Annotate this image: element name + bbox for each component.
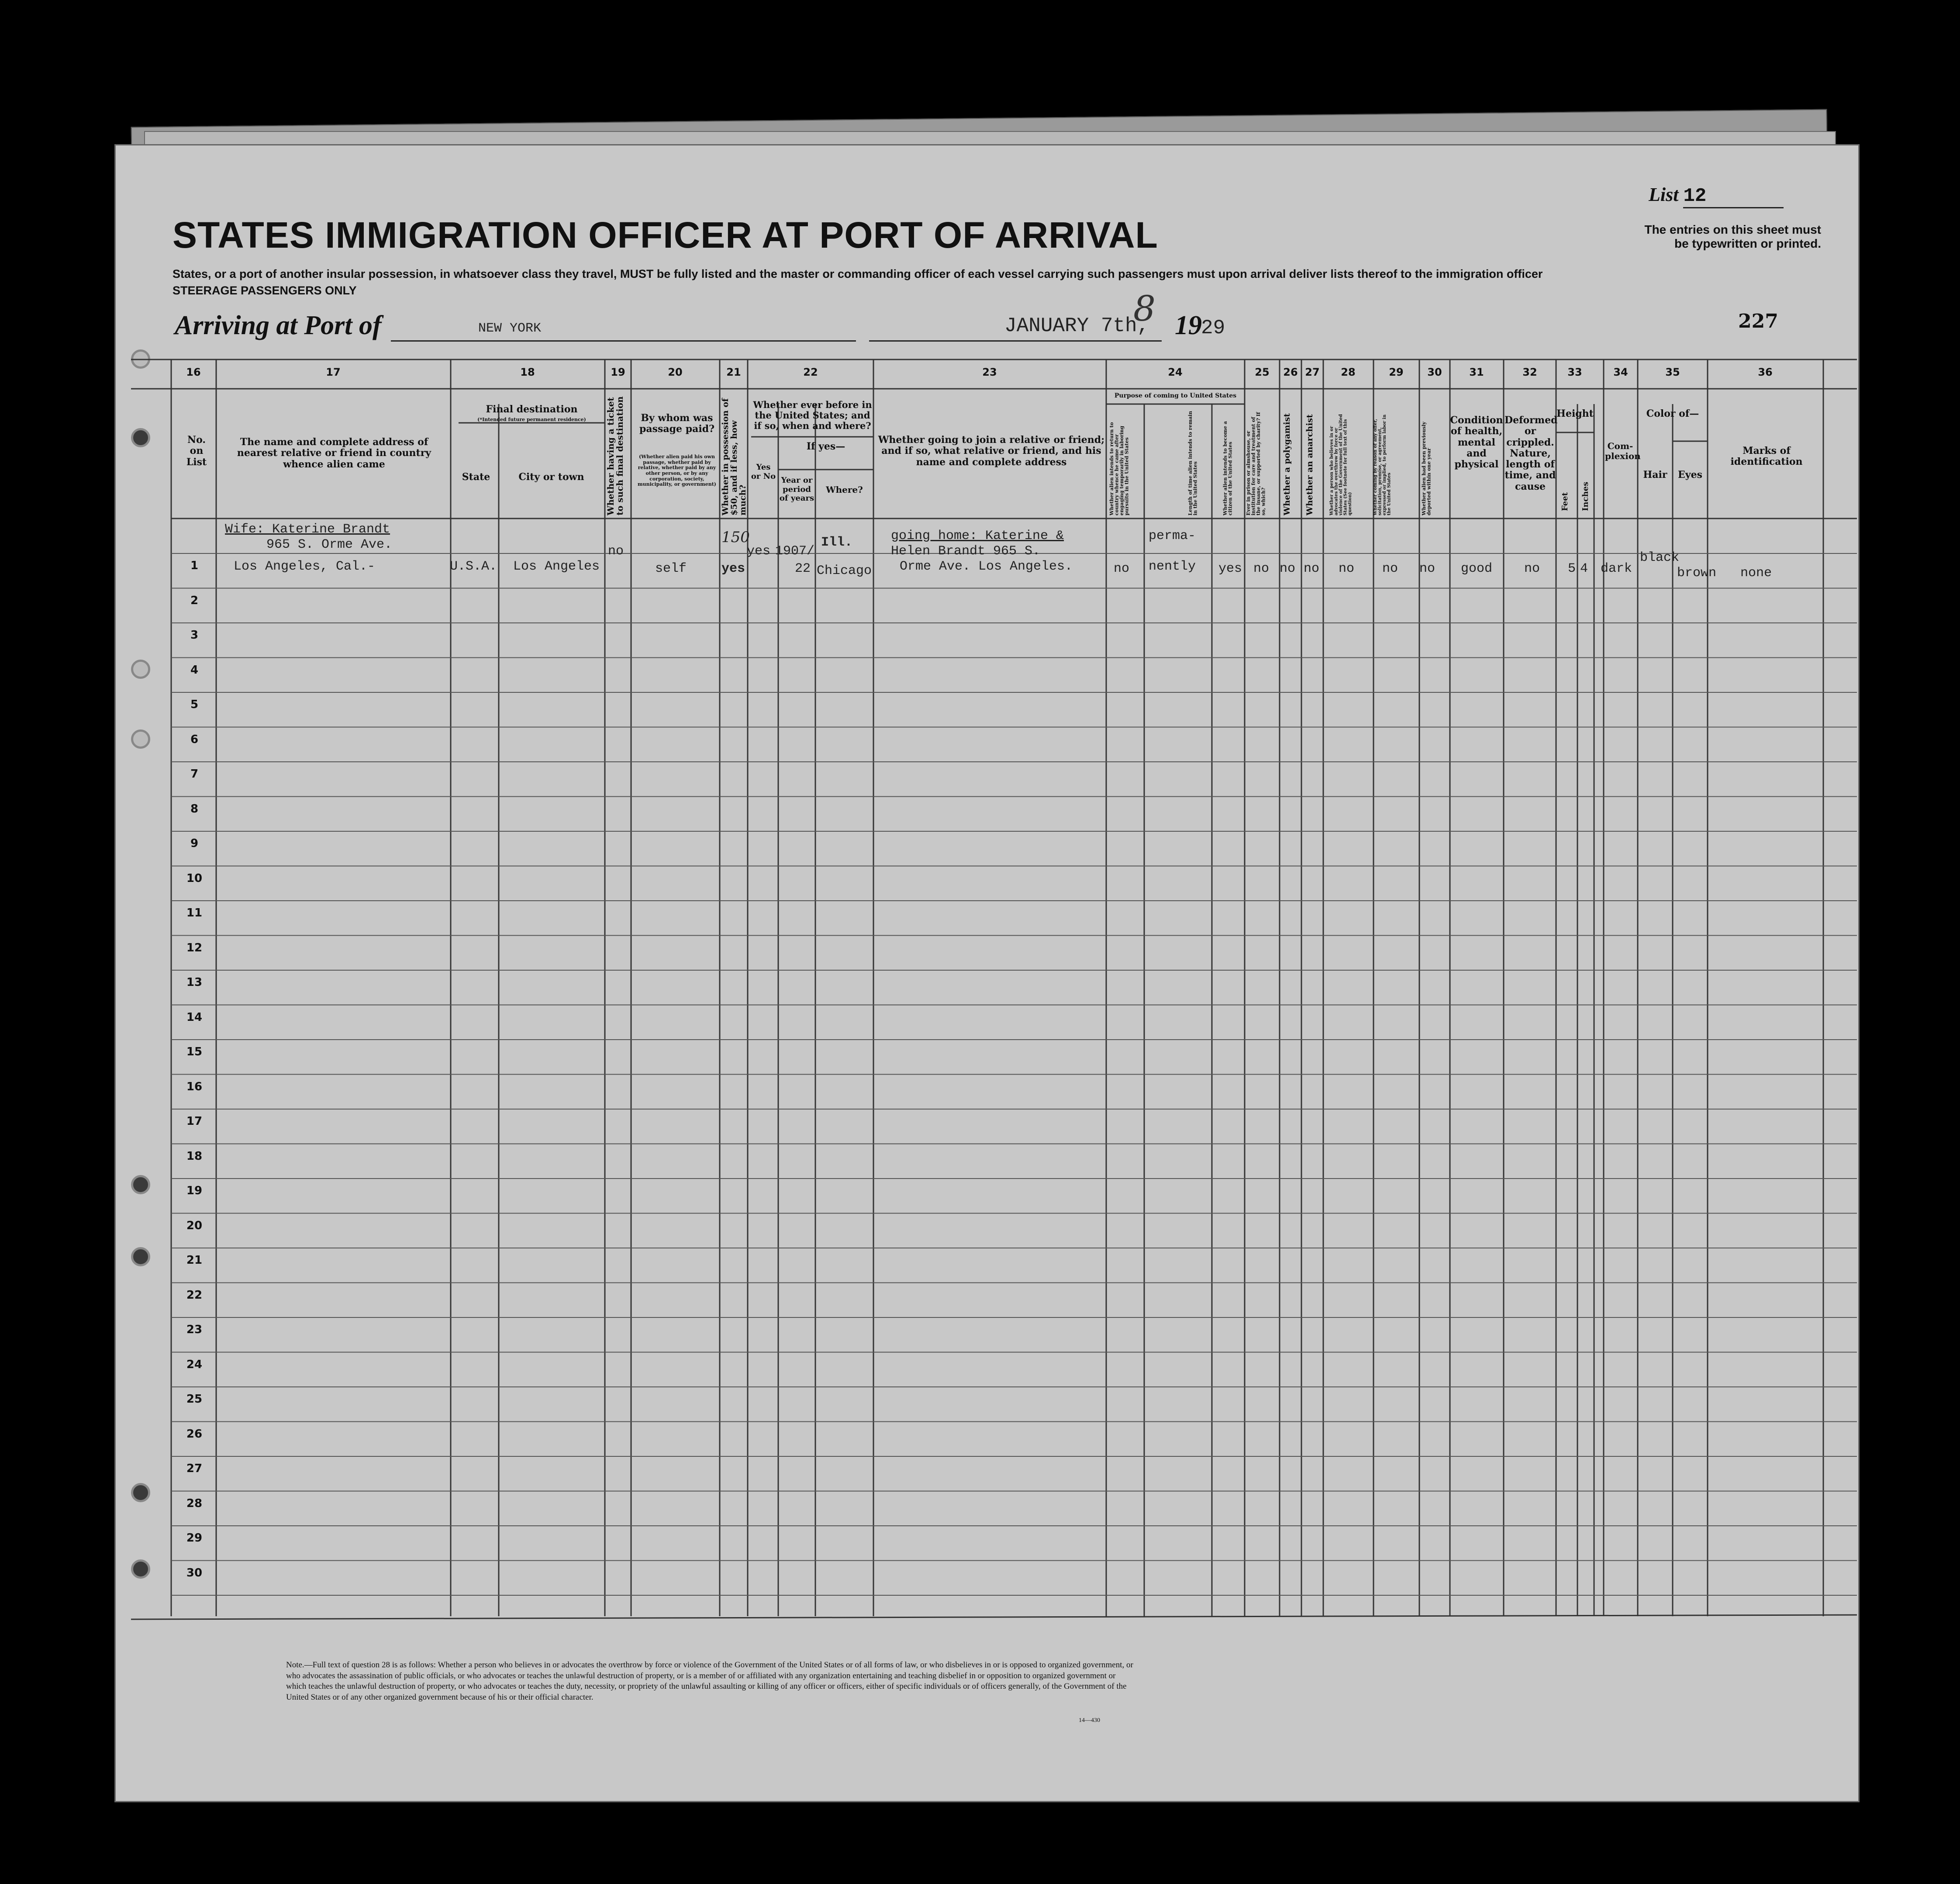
hair-value: black [1640, 550, 1680, 565]
header-organization: Whether coming by reason of any offer, solicitation, promise, or agreement, expressed or implied, to perform labor in the United States [1373, 414, 1392, 515]
column-number: 32 [1522, 366, 1537, 378]
header-nearest-relative: The name and complete address of nearest relative or friend in country whence alien came [237, 436, 431, 470]
header-fifty-dollars: Whether in possession of $50, and if less, how much? [721, 398, 748, 515]
header-instructions: States, or a port of another insular possession, in whatsoever class they travel, MUST be fully listed and the master or commanding officer of each vessel carrying such passengers must upon arrival deliver lists thereof to the immigration officer [173, 267, 1543, 280]
column-number: 22 [803, 366, 818, 378]
eyes-value: brown [1677, 566, 1717, 581]
row-number: 7 [190, 767, 199, 781]
typewritten-note-line: The entries on this sheet must [1644, 223, 1821, 236]
header-state: State [462, 471, 490, 483]
complexion-value: dark [1601, 561, 1632, 576]
header-purpose-length: Length of time alien intends to remain in the United States [1187, 411, 1198, 515]
ticket-value: no [608, 544, 624, 559]
column-number: 23 [982, 366, 997, 378]
row-number: 5 [190, 698, 199, 711]
header-no-on-list: No. on List [186, 434, 207, 468]
row-number: 14 [186, 1010, 203, 1024]
overthrow-value: no [1339, 561, 1355, 576]
steerage-label: STEERAGE PASSENGERS ONLY [173, 284, 357, 297]
column-number: 20 [668, 366, 683, 378]
row-number: 4 [190, 663, 199, 677]
header-final-destination-note: (*Intended future permanent residence) [477, 417, 586, 422]
row-number: 8 [190, 802, 199, 816]
column-number: 36 [1758, 366, 1773, 378]
header-marks: Marks of identification [1730, 445, 1803, 468]
header-city-or-town: City or town [518, 471, 584, 483]
row-number: 13 [186, 976, 203, 989]
polygamist-value: no [1280, 561, 1296, 576]
column-number: 26 [1283, 366, 1298, 378]
column-number: 28 [1341, 366, 1356, 378]
header-purpose: Purpose of coming to United States [1114, 392, 1237, 399]
header-purpose-return: Whether alien intends to return to country whence he came after engaging temporarily in laboring pursuits in the United States [1109, 422, 1130, 515]
fifty-amount: 150 [721, 529, 750, 546]
header-eyes: Eyes [1678, 469, 1702, 481]
header-if-yes: If yes— [806, 441, 845, 452]
anarchist-value: no [1304, 561, 1320, 576]
row-number: 2 [190, 594, 199, 607]
list-label: List [1649, 184, 1679, 205]
row-number: 30 [186, 1566, 203, 1580]
length-value: nently [1149, 559, 1196, 574]
column-number: 18 [520, 366, 535, 378]
column-number: 29 [1389, 366, 1404, 378]
row-number: 16 [186, 1080, 203, 1093]
header-passage-paid: By whom was passage paid? [639, 412, 714, 435]
header-deformed: Deformed or crippled. Nature, length of time, and cause [1505, 415, 1558, 492]
header-anarchist: Whether an anarchist [1305, 414, 1315, 515]
row-number: 12 [186, 941, 203, 954]
prison-value: no [1253, 561, 1270, 576]
joining-line: going home: Katerine & [891, 529, 1064, 543]
relative-address: 965 S. Orme Ave. [266, 537, 393, 552]
column-number: 34 [1613, 366, 1628, 378]
column-number: 25 [1255, 366, 1270, 378]
column-number: 24 [1168, 366, 1183, 378]
arriving-label: Arriving at Port of [175, 311, 382, 340]
list-number: 12 [1683, 185, 1784, 208]
date-correction: 8 [1133, 288, 1156, 329]
column-number: 30 [1427, 366, 1442, 378]
row-number: 24 [186, 1358, 203, 1371]
row-number: 29 [186, 1531, 203, 1545]
years-value-2: 22 [795, 561, 811, 576]
where-state: Ill. [821, 535, 853, 550]
page-number: 227 [1738, 310, 1778, 332]
header-joining: Whether going to join a relative or friend; and if so, what relative or friend, and his name and complete address [878, 434, 1105, 468]
row-number: 18 [186, 1149, 203, 1163]
height-inches-value: 4 [1580, 561, 1588, 576]
offer-value: no [1382, 561, 1398, 576]
header-complexion: Com-plexion [1605, 441, 1641, 461]
height-feet-value: 5 [1568, 561, 1576, 576]
column-number: 35 [1665, 366, 1680, 378]
date-value: JANUARY 7th, [1004, 315, 1149, 337]
header-where: Where? [826, 484, 863, 495]
marks-value: none [1740, 566, 1772, 581]
typewritten-note-line: be typewritten or printed. [1674, 237, 1821, 250]
joining-line: Helen Brandt 965 S. [891, 544, 1041, 559]
row-number: 28 [186, 1497, 203, 1510]
port-value: NEW YORK [478, 321, 542, 336]
row-number: 1 [190, 559, 199, 572]
footnote: Note.—Full text of question 28 is as follows: Whether a person who believes in or advocates the overthrow by force or violence of the Government of the United States or of all forms of law, or who disbelieves in or is opposed to organized government, or who advocates the assassination of public officials, or who advocates or teaches the unlawful destruction of property, or is a member of or affiliated with any organization entertaining and teaching disbelief in or opposition to organized government or which teaches the unlawful destruction of property, or who advocates or teaches the duty, necessity, or propriety of the unlawful assaulting or killing of any officer or officers, either of specific individuals or of officers generally, of the Government of the United States or of any other organized government because of his or their official character. [286, 1660, 1133, 1702]
column-number: 21 [726, 366, 741, 378]
destination-state: U.S.A. [450, 559, 497, 574]
header-health: Condition of health, mental and physical [1450, 415, 1503, 470]
where-city: Chicago [817, 563, 872, 578]
header-deported: Whether alien had been previously deported within one year [1421, 422, 1432, 515]
fifty-dollars-value: yes [721, 561, 745, 576]
health-value: good [1461, 561, 1493, 576]
passage-paid-value: self [655, 561, 687, 576]
header-polygamist: Whether a polygamist [1282, 413, 1292, 515]
header-ticket: Whether having a ticket to such final destination [605, 396, 625, 515]
column-number: 19 [611, 366, 625, 378]
destination-city: Los Angeles [513, 559, 600, 574]
column-number: 17 [326, 366, 341, 378]
column-number: 27 [1305, 366, 1320, 378]
relative-name: Wife: Katerine Brandt [225, 522, 390, 537]
row-number: 11 [186, 906, 203, 920]
row-number: 17 [186, 1115, 203, 1128]
year-suffix: 29 [1201, 317, 1225, 339]
page-title: STATES IMMIGRATION OFFICER AT PORT OF ARRIVAL [173, 214, 1158, 256]
header-ever-before: Whether ever before in the United States; and if so, when and where? [753, 399, 872, 432]
row-number: 3 [190, 629, 199, 642]
header-passage-paid-note: (Whether alien paid his own passage, whether paid by relative, whether paid by any other person, or by any corporation, society, municipality, or government) [637, 454, 717, 487]
column-number: 33 [1567, 366, 1582, 378]
header-overthrow: Whether a person who believes in or advocates the overthrow by force or violence of the Government of the United States (See footnote for full text of this question) [1329, 414, 1353, 515]
deformed-value: no [1524, 561, 1540, 576]
header-year-period: Year or period of years [779, 476, 814, 503]
header-inches: Inches [1581, 481, 1590, 511]
relative-city: Los Angeles, Cal.- [234, 559, 376, 574]
header-hair: Hair [1643, 469, 1667, 481]
return-value: no [1114, 561, 1130, 576]
row-number: 15 [186, 1045, 203, 1058]
ever-before-value: yes [747, 544, 771, 559]
row-number: 21 [186, 1254, 203, 1267]
row-number: 10 [186, 871, 203, 885]
column-number: 31 [1469, 366, 1484, 378]
header-feet: Feet [1560, 492, 1570, 511]
row-number: 9 [190, 837, 199, 850]
row-number: 25 [186, 1393, 203, 1406]
row-number: 26 [186, 1427, 203, 1441]
year-prefix: 19 [1175, 311, 1202, 340]
column-number: 16 [186, 366, 201, 378]
header-purpose-citizen: Whether alien intends to become a citizen of the United States [1222, 421, 1233, 515]
row-number: 22 [186, 1288, 203, 1302]
citizen-value: yes [1218, 561, 1242, 576]
row-number: 23 [186, 1323, 203, 1336]
header-final-destination: Final destination [486, 404, 578, 415]
header-height: Height [1556, 408, 1594, 419]
joining-line: Orme Ave. Los Angeles. [900, 559, 1073, 574]
form-code: 14—430 [1079, 1717, 1100, 1724]
length-value: perma- [1149, 529, 1196, 543]
header-color-of: Color of— [1646, 408, 1699, 419]
row-number: 20 [186, 1219, 203, 1232]
deported-value: no [1419, 561, 1435, 576]
header-yes-or-no: Yes or No [751, 463, 776, 481]
row-number: 19 [186, 1184, 203, 1197]
header-prison: Ever in prison or almshouse, or institution for care and treatment of the insane, or supported by charity? If so, which? [1246, 412, 1266, 515]
row-number: 6 [190, 733, 199, 746]
row-number: 27 [186, 1462, 203, 1475]
years-value: 1907/ [775, 544, 815, 559]
